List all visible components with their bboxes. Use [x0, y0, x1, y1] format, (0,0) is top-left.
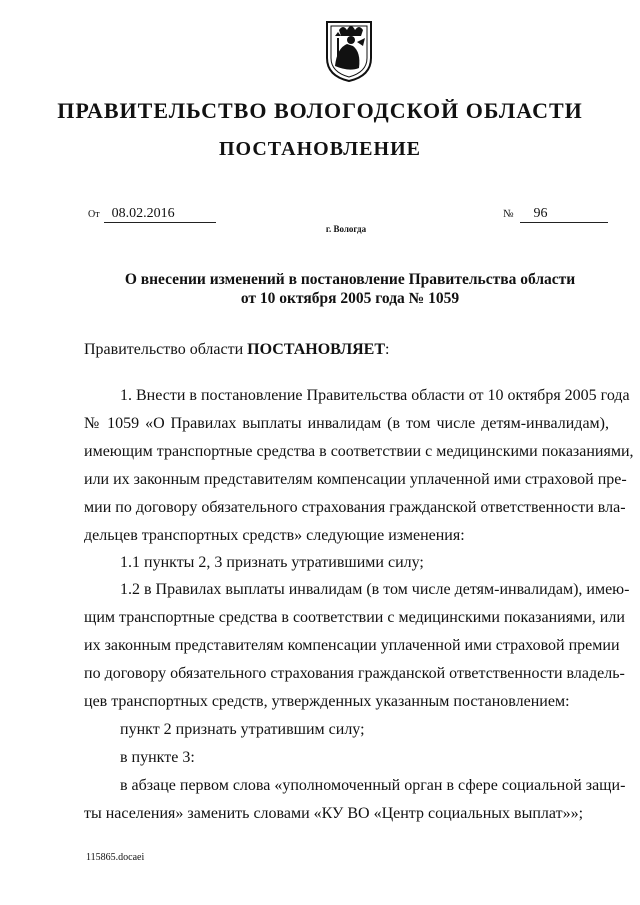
body-line: мии по договору обязательного страхования гражданской ответственности вла- — [84, 499, 626, 516]
document-date: 08.02.2016 — [104, 206, 216, 223]
decree-verb: ПОСТАНОВЛЯЕТ — [247, 341, 386, 358]
file-name-footer: 115865.docaei — [86, 852, 145, 863]
document-type: ПОСТАНОВЛЕНИЕ — [219, 138, 421, 160]
body-line: в абзаце первом слова «уполномоченный орган в сфере социальной защи- — [120, 777, 626, 794]
body-line: их законным представителям компенсации уплаченной ими страховой премии — [84, 637, 620, 654]
document-number: 96 — [520, 206, 608, 223]
number-field — [503, 205, 608, 223]
body-line: ты населения» заменить словами «КУ ВО «Центр социальных выплат»»; — [84, 805, 584, 822]
body-line: по договору обязательного страхования гражданской ответственности владель- — [84, 665, 625, 682]
body-line: № 1059 «О Правилах выплаты инвалидам (в том числе детям-инвалидам), — [84, 415, 609, 432]
body-line: пункт 2 признать утратившим силу; — [120, 721, 365, 738]
government-title: ПРАВИТЕЛЬСТВО ВОЛОГОДСКОЙ ОБЛАСТИ — [57, 98, 583, 123]
date-field — [88, 205, 216, 223]
body-line: 1.2 в Правилах выплаты инвалидам (в том числе детям-инвалидам), имею- — [120, 581, 630, 598]
decree-subject: Правительство области — [84, 341, 244, 358]
city-label: г. Вологда — [325, 224, 367, 234]
body-line: 1.1 пункты 2, 3 признать утратившими силу; — [120, 554, 424, 571]
heading-line-2: от 10 октября 2005 года № 1059 — [240, 290, 460, 307]
number-prefix: № — [503, 208, 514, 220]
body-line: щим транспортные средства в соответствии с медицинскими показаниями, или — [84, 609, 625, 626]
body-line: 1. Внести в постановление Правительства области от 10 октября 2005 года — [120, 387, 630, 404]
body-line: имеющим транспортные средства в соответствии с медицинскими показаниями, — [84, 443, 634, 460]
heading-line-1: О внесении изменений в постановление Правительства области — [124, 271, 576, 288]
decree-statement — [84, 341, 389, 359]
coat-of-arms-emblem — [323, 18, 375, 84]
document-heading — [0, 270, 640, 308]
body-line: дельцев транспортных средств» следующие изменения: — [84, 527, 465, 544]
decree-colon: : — [385, 341, 390, 358]
date-prefix: От — [88, 209, 100, 220]
body-line: цев транспортных средств, утвержденных указанным постановлением: — [84, 693, 570, 710]
body-line: или их законным представителям компенсации уплаченной ими страховой пре- — [84, 471, 627, 488]
body-line: в пункте 3: — [120, 749, 195, 766]
